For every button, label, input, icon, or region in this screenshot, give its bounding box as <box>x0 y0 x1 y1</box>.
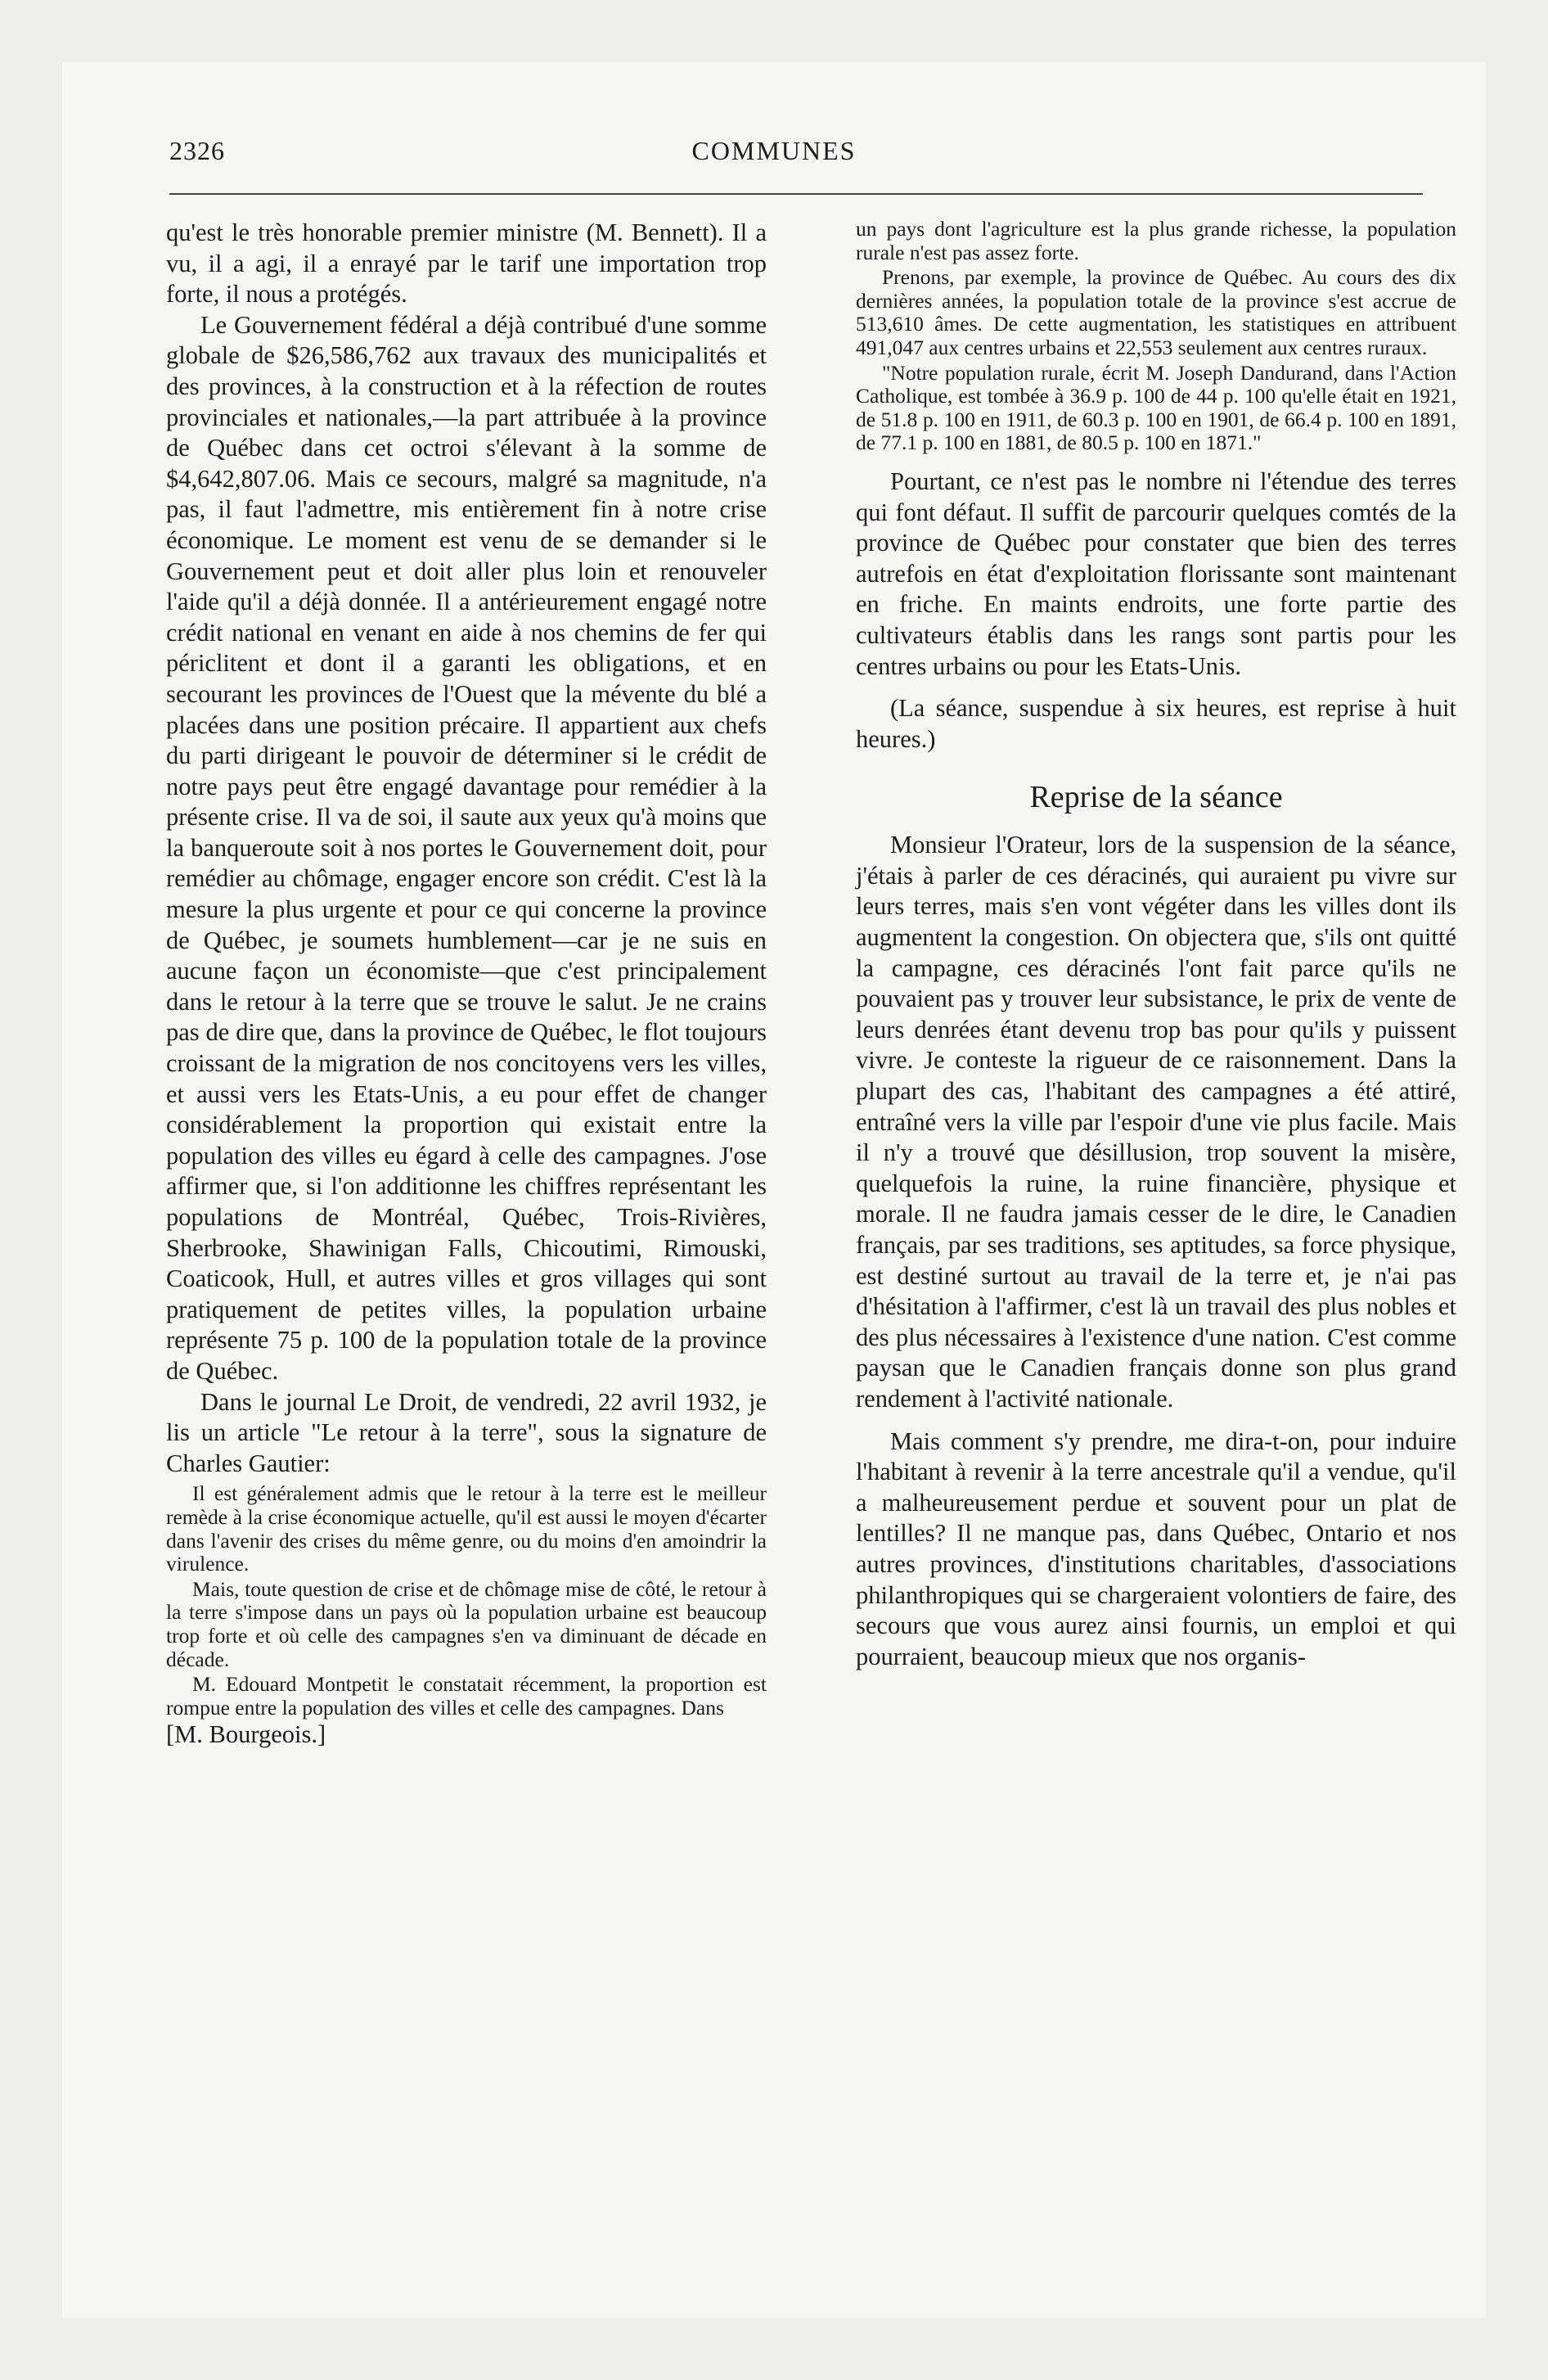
block-quote <box>856 218 1456 455</box>
quote-paragraph: Il est généralement admis que le retour à la terre est le meilleur remède à la crise économique actuelle, qu'il est aussi le moyen d'écarter dans l'avenir des crises du même genre, ou du moins d'en amoindrir la virulence. <box>166 1481 767 1576</box>
right-column <box>856 218 1456 1672</box>
paragraph: (La séance, suspendue à six heures, est reprise à huit heures.) <box>856 694 1456 753</box>
running-title: COMMUNES <box>691 136 857 165</box>
page-header <box>62 129 1486 178</box>
document-page <box>62 62 1486 2318</box>
quote-paragraph: Prenons, par exemple, la province de Québec. Au cours des dix dernières années, la population totale de la province s'est accrue de 513,610 âmes. De cette augmentation, les statistiques en attribuent 491,047 aux centres urbains et 22,553 seulement aux centres ruraux. <box>856 265 1456 359</box>
quote-paragraph: "Notre population rurale, écrit M. Joseph Dandurand, dans l'Action Catholique, est tombée à 36.9 p. 100 de 44 p. 100 qu'elle était en 1921, de 51.8 p. 100 en 1911, de 60.3 p. 100 en 1901, de 66.4 p. 100 en 1891, de 77.1 p. 100 en 1881, de 80.5 p. 100 en 1871." <box>856 360 1456 455</box>
quote-paragraph: Mais, toute question de crise et de chômage mise de côté, le retour à la terre s'impose dans un pays où la population urbaine est beaucoup trop forte et où celle des campagnes s'en va diminuant de décade en décade. <box>166 1576 767 1671</box>
paragraph: Le Gouvernement fédéral a déjà contribué d'une somme globale de $26,586,762 aux travaux des municipalités et des provinces, à la construction et à la réfection de routes provinciales et nationales,—la part attribuée à la province de Québec dans cet octroi s'élevant à la somme de $4,642,807.06. Mais ce secours, malgré sa magnitude, n'a pas, il faut l'admettre, mis entièrement fin à notre crise économique. Le moment est venu de se demander si le Gouvernement peut et doit aller plus loin et renouveler l'aide qu'il a déjà donnée. Il a antérieurement engagé notre crédit national en venant en aide à nos chemins de fer qui périclitent et dont il a garanti les obligations, et en secourant les provinces de l'Ouest que la mévente du blé a placées dans une position précaire. Il appartient aux chefs du parti dirigeant le pouvoir de déterminer si le crédit de notre pays peut être engagé davantage pour remédier à la présente crise. Il va de soi, il saute aux yeux qu'à moins que la banqueroute soit à nos portes le Gouvernement doit, pour remédier au chômage, engager encore son crédit. C'est là la mesure la plus urgente et pour ce qui concerne la province de Québec, je soumets humblement—car je ne suis en aucune façon un économiste—que c'est principalement dans le retour à la terre que se trouve le salut. Je ne crains pas de dire que, dans la province de Québec, le flot toujours croissant de la migration de nos concitoyens vers les villes, et aussi vers les Etats-Unis, a eu pour effet de changer considérablement la proportion qui existait entre la population des villes eu égard à celle des campagnes. J'ose affirmer que, si l'on additionne les chiffres représentant les populations de Montréal, Québec, Trois-Rivières, Sherbrooke, Shawinigan Falls, Chicoutimi, Rimouski, Coaticook, Hull, et autres villes et gros villages qui sont pratiquement de petites villes, la population urbaine représente 75 p. 100 de la population totale de la province de Québec. <box>166 310 767 1385</box>
header-rule <box>169 193 1423 195</box>
quote-paragraph: M. Edouard Montpetit le constatait récemment, la proportion est rompue entre la population des villes et celle des campagnes. Dans <box>166 1672 767 1720</box>
paragraph: qu'est le très honorable premier ministre (M. Bennett). Il a vu, il a agi, il a enrayé par le tarif une importation trop forte, il nous a protégés. <box>166 219 767 309</box>
spacer <box>856 1415 1456 1427</box>
spacer <box>856 682 1456 693</box>
speaker-tag: [M. Bourgeois.] <box>166 1720 326 1749</box>
paragraph: Dans le journal Le Droit, de vendredi, 22 avril 1932, je lis un article "Le retour à la terre", sous la signature de Charles Gautier: <box>166 1387 767 1477</box>
block-quote <box>166 1482 767 1720</box>
left-column <box>166 218 767 1751</box>
section-heading: Reprise de la séance <box>1029 780 1283 815</box>
paragraph: Monsieur l'Orateur, lors de la suspension de la séance, j'étais à parler de ces déracinés, qui auraient pu vivre sur leurs terres, mais s'en vont végéter dans les villes dont ils augmentent la congestion. On objectera que, s'ils ont quitté la campagne, ces déracinés l'ont fait parce qu'ils ne pouvaient pas y trouver leur subsistance, le prix de vente de leurs denrées étant devenu trop bas pour qu'ils y puissent vivre. Je conteste la rigueur de ce raisonnement. Dans la plupart des cas, l'habitant des campagnes a été attiré, entraîné vers la ville par l'espoir d'une vie plus facile. Mais il n'y a trouvé que désillusion, trop souvent la misère, quelquefois la ruine, la ruine financière, physique et morale. Il ne faudra jamais cesser de le dire, le Canadien français, par ses traditions, ses aptitudes, sa force physique, est destiné surtout au travail de la terre et, je n'ai pas d'hésitation à l'affirmer, c'est là un travail des plus nobles et des plus nécessaires à l'existence d'une nation. C'est comme paysan que le Canadien français donne son plus grand rendement à l'activité nationale. <box>856 831 1456 1413</box>
paragraph: Pourtant, ce n'est pas le nombre ni l'étendue des terres qui font défaut. Il suffit de parcourir quelques comtés de la province de Québec pour constater que bien des terres autrefois en état d'exploitation florissante sont maintenant en friche. En maints endroits, une forte partie des cultivateurs établis dans les rangs sont partis pour les centres urbains ou pour les Etats-Unis. <box>856 467 1456 680</box>
page-number: 2326 <box>169 136 225 165</box>
quote-paragraph: un pays dont l'agriculture est la plus grande richesse, la population rurale n'est pas assez forte. <box>856 217 1456 264</box>
paragraph: Mais comment s'y prendre, me dira-t-on, pour induire l'habitant à revenir à la terre ancestrale qu'il a vendue, qu'il a malheureusement perdue et souvent pour un plat de lentilles? Il ne manque pas, dans Québec, Ontario et nos autres provinces, d'institutions charitables, d'associations philanthropiques qui se chargeraient volontiers de faire, des secours que vous aurez ainsi fournis, un emploi et qui pourraient, beaucoup mieux que nos organis- <box>856 1427 1456 1670</box>
